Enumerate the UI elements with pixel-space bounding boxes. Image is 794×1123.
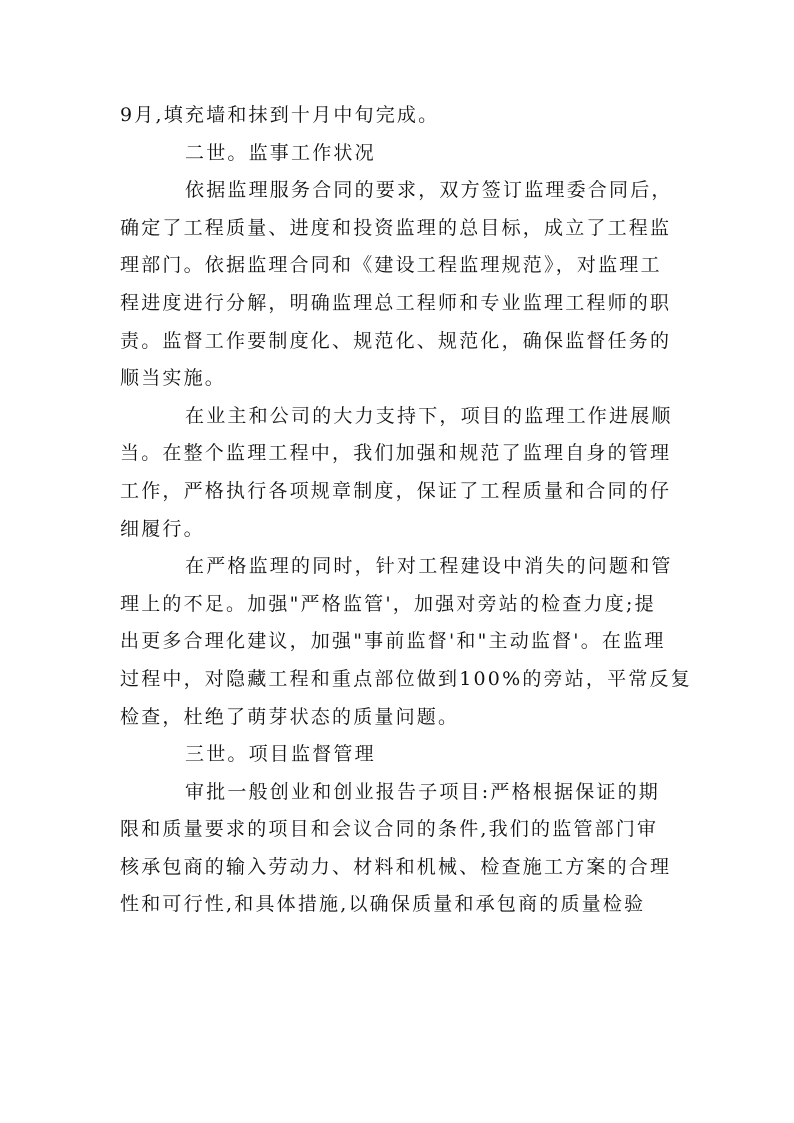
document-body: [120, 97, 692, 924]
text-line: 依据监理服务合同的要求，双方签订监理委合同后，: [185, 179, 673, 202]
text-line: 程进度进行分解，明确监理总工程师和专业监理工程师的职: [120, 291, 672, 314]
text-line: 理上的不足。加强"严格监管'，加强对旁站的检查力度;提: [120, 592, 656, 615]
text-line: 过程中，对隐藏工程和重点部位做到100%的旁站，平常反复: [120, 667, 692, 690]
text-line: 核承包商的输入劳动力、材料和机械、检查施工方案的合理: [120, 855, 672, 878]
section-heading-3: 三世。项目监督管理: [185, 743, 376, 766]
text-line: 9月,填充墙和抹到十月中旬完成。: [120, 104, 440, 126]
section-heading-2: 二世。监事工作状况: [185, 141, 376, 164]
text-line: 责。监督工作要制度化、规范化、规范化，确保监督任务的: [120, 329, 672, 352]
text-line: 当。在整个监理工程中，我们加强和规范了监理自身的管理: [120, 442, 672, 465]
text-line: 在业主和公司的大力支持下，项目的监理工作进展顺: [185, 404, 673, 427]
text-line: 出更多合理化建议，加强"事前监督'和"主动监督'。在监理: [120, 630, 666, 653]
text-line: 审批一般创业和创业报告子项目:严格根据保证的期: [185, 780, 661, 803]
text-line: 细履行。: [120, 517, 205, 540]
text-line: 检查，杜绝了萌芽状态的质量问题。: [120, 705, 460, 728]
text-line: 顺当实施。: [120, 367, 227, 390]
text-line: 性和可行性,和具体措施,以确保质量和承包商的质量检验: [120, 893, 646, 916]
text-line: 确定了工程质量、进度和投资监理的总目标，成立了工程监: [120, 216, 672, 239]
text-line: 工作，严格执行各项规章制度，保证了工程质量和合同的仔: [120, 479, 672, 502]
text-line: 限和质量要求的项目和会议合同的条件,我们的监管部门审: [120, 818, 659, 841]
text-line: 在严格监理的同时，针对工程建设中消失的问题和管: [185, 555, 673, 578]
text-line: 理部门。依据监理合同和《建设工程监理规范》，对监理工: [120, 254, 662, 277]
